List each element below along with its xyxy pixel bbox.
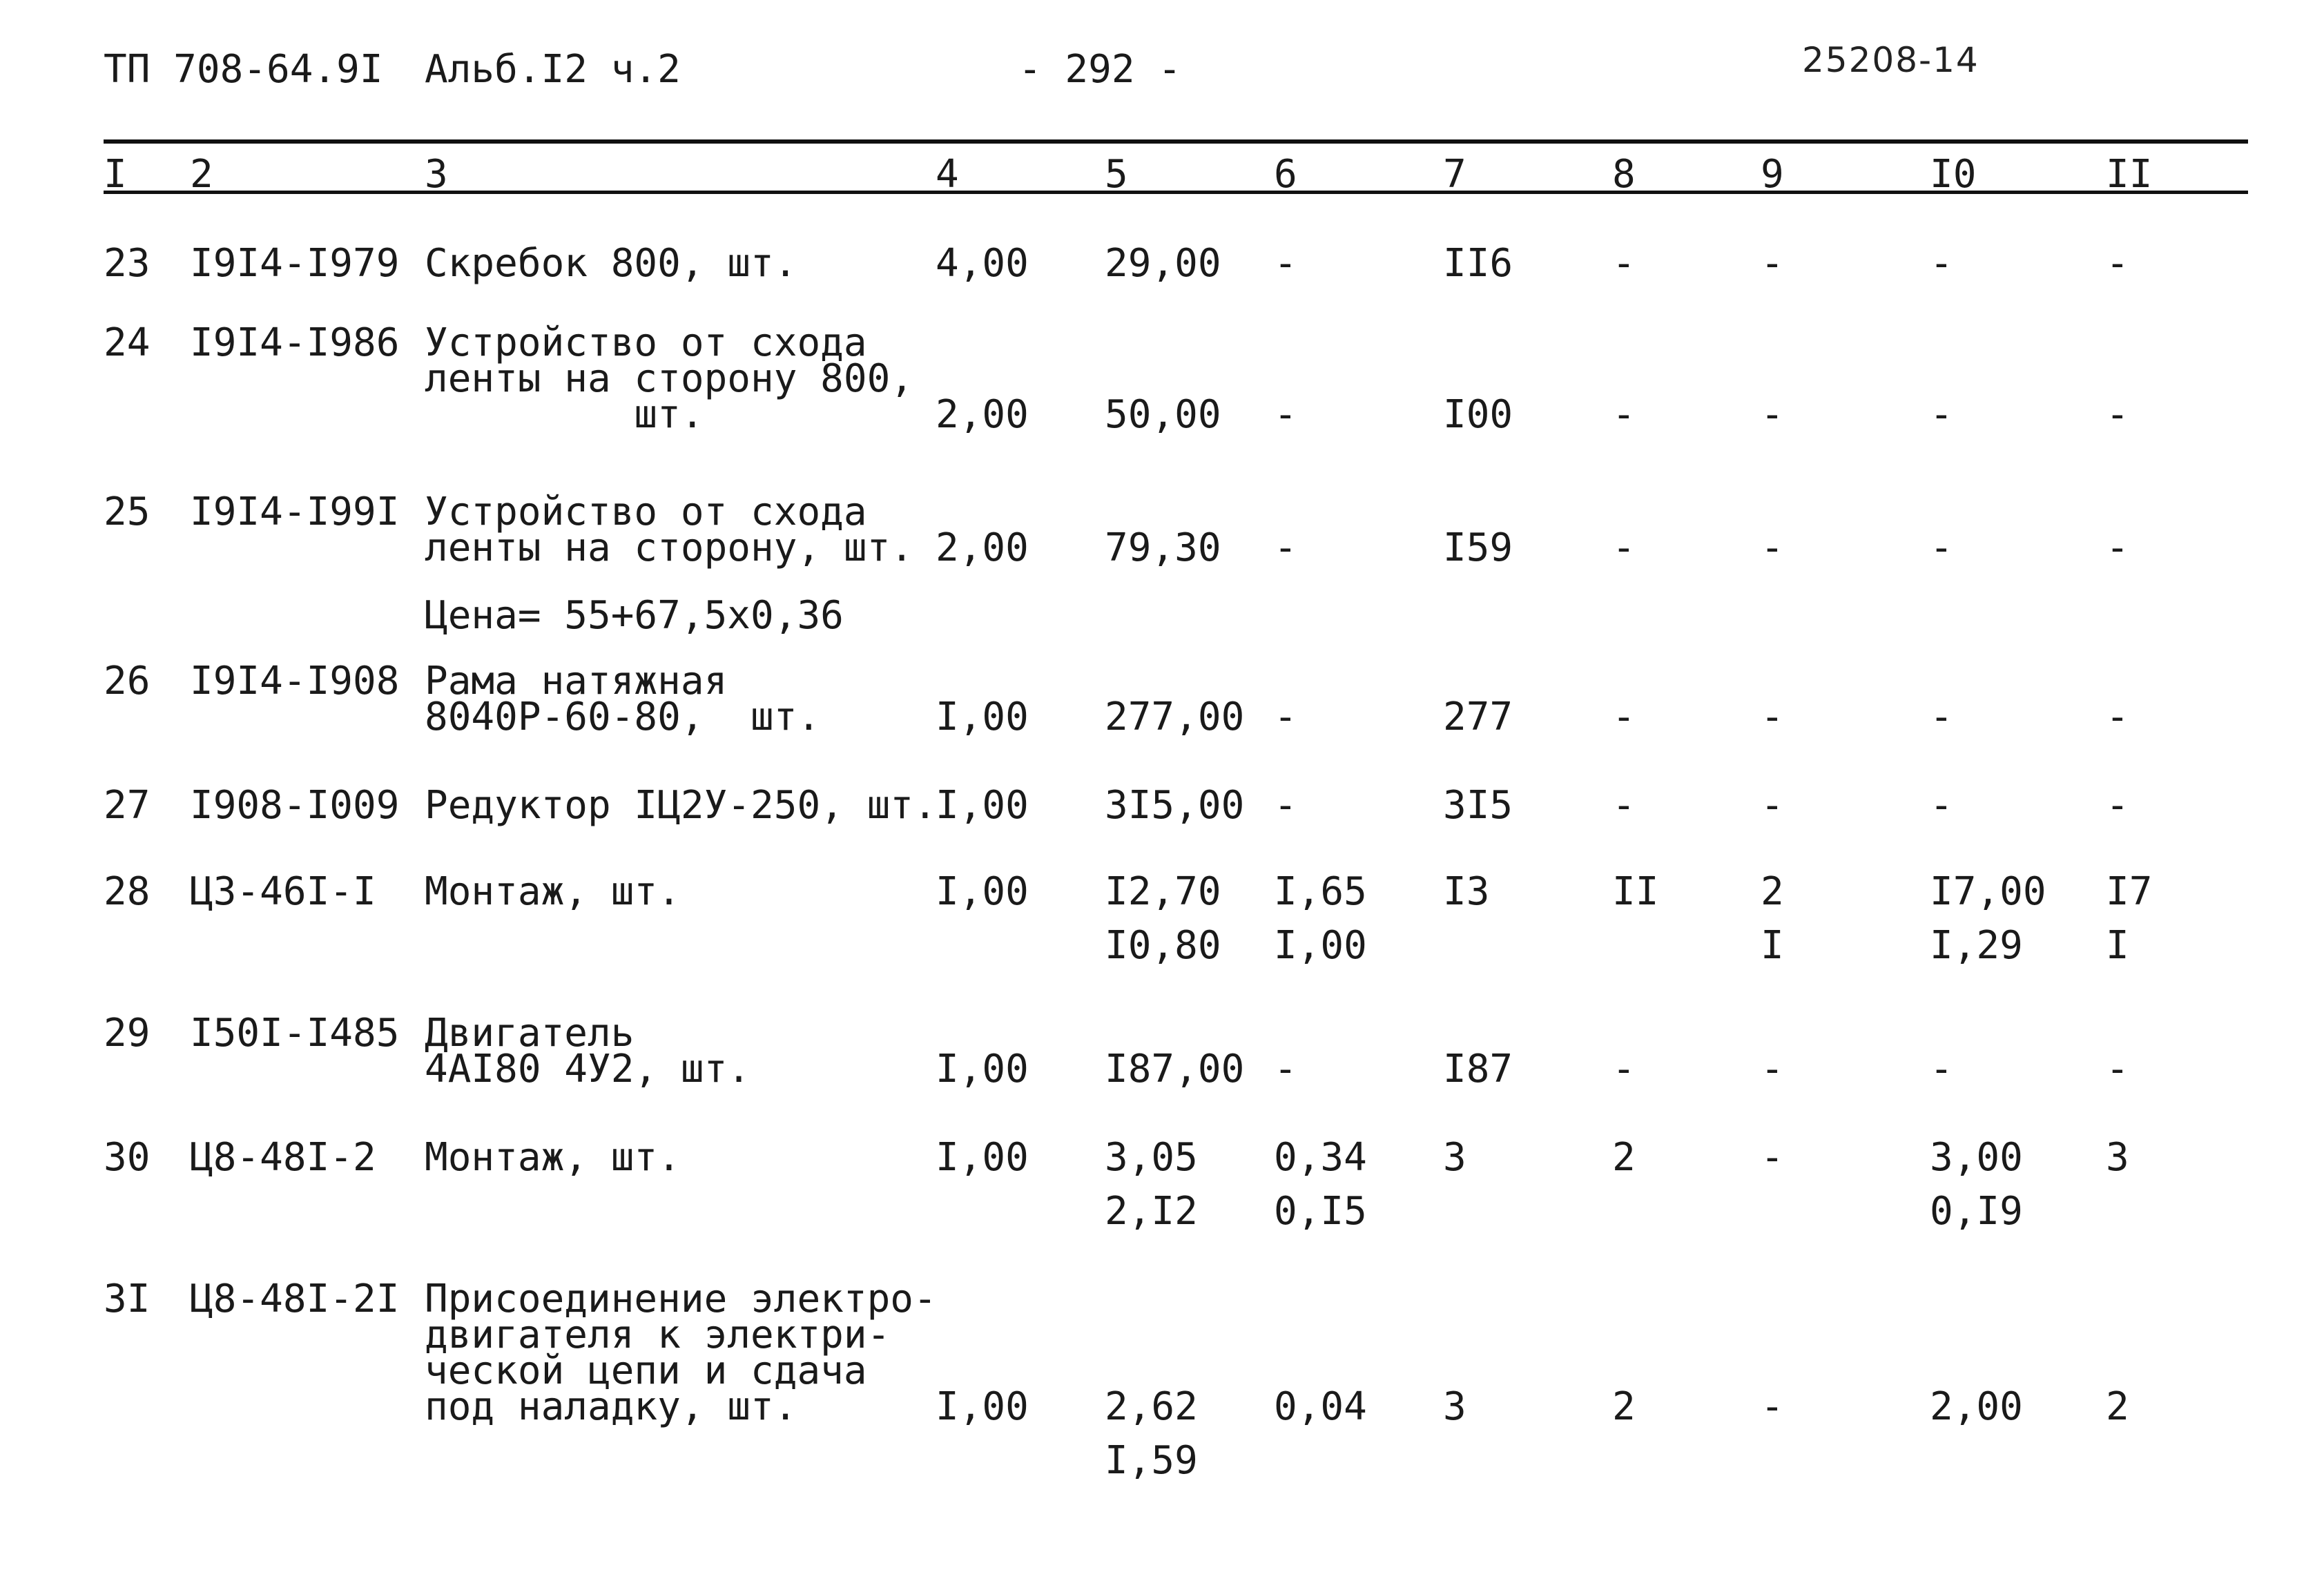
row-value-c11: - — [2106, 241, 2129, 286]
row-value-c9: - — [1761, 695, 1784, 739]
header-top-rule — [104, 139, 2248, 144]
row-value-c7: I87 — [1443, 1047, 1513, 1092]
row-name-line: шт. — [425, 392, 704, 437]
row-number: 25 — [104, 489, 151, 534]
row-value-c9: 2 — [1761, 869, 1784, 914]
row-code: Ц8-48I-2I — [190, 1277, 400, 1321]
row-value-c5: I2,70 — [1105, 869, 1221, 914]
row-name-line: двигателя к электри- — [425, 1312, 891, 1357]
row-value-c10: - — [1930, 783, 1953, 828]
row-value-c5: 3I5,00 — [1105, 783, 1245, 828]
row-value-c5: 2,62 — [1105, 1384, 1198, 1429]
row-quantity: I,00 — [936, 695, 1029, 739]
row-value-c10: I,29 — [1930, 923, 2023, 968]
column-header: 7 — [1443, 152, 1466, 197]
row-value-c5: 29,00 — [1105, 241, 1221, 286]
page-number: - 292 - — [1018, 47, 1182, 92]
row-value-c10: - — [1930, 241, 1953, 286]
row-name-line: ленты на сторону 800, — [425, 356, 914, 401]
row-value-c11: - — [2106, 695, 2129, 739]
row-name-line: Редуктор IЦ2У-250, шт. — [425, 783, 937, 828]
row-value-c6: - — [1274, 695, 1297, 739]
row-name-line: Устройство от схода — [425, 489, 867, 534]
row-value-c8: 2 — [1612, 1384, 1636, 1429]
column-header: I — [104, 152, 127, 197]
row-value-c8: - — [1612, 392, 1636, 437]
album-label: Альб.I2 ч.2 — [425, 47, 681, 92]
row-value-c11: 2 — [2106, 1384, 2129, 1429]
row-name-line: Присоединение электро- — [425, 1277, 937, 1321]
row-code: I9I4-I979 — [190, 241, 400, 286]
column-header: 8 — [1612, 152, 1636, 197]
row-value-c10: - — [1930, 695, 1953, 739]
row-code: I50I-I485 — [190, 1011, 400, 1056]
row-value-c9: - — [1761, 1047, 1784, 1092]
row-number: 29 — [104, 1011, 151, 1056]
row-value-c7: 3 — [1443, 1135, 1466, 1180]
row-code: Ц3-46I-I — [190, 869, 376, 914]
row-value-c9: - — [1761, 392, 1784, 437]
row-value-c7: I3 — [1443, 869, 1490, 914]
row-value-c10: - — [1930, 1047, 1953, 1092]
row-value-c11: I7 — [2106, 869, 2153, 914]
row-value-c5: 50,00 — [1105, 392, 1221, 437]
row-name-line: ленты на сторону, шт. — [425, 525, 914, 570]
row-value-c10: - — [1930, 525, 1953, 570]
row-number: 24 — [104, 320, 151, 365]
row-name-line: Скребок 800, шт. — [425, 241, 797, 286]
column-header: 3 — [425, 152, 448, 197]
row-name-line: Рама натяжная — [425, 659, 728, 704]
row-value-c11: - — [2106, 392, 2129, 437]
row-value-c5: 3,05 — [1105, 1135, 1198, 1180]
row-number: 23 — [104, 241, 151, 286]
row-value-c7: 277 — [1443, 695, 1513, 739]
row-value-c6: 0,04 — [1274, 1384, 1367, 1429]
column-header: II — [2106, 152, 2153, 197]
row-value-c6: 0,I5 — [1274, 1189, 1367, 1234]
row-value-c9: - — [1761, 525, 1784, 570]
row-code: I908-I009 — [190, 783, 400, 828]
row-name-line: Двигатель — [425, 1011, 635, 1056]
row-value-c9: - — [1761, 783, 1784, 828]
row-value-c8: - — [1612, 783, 1636, 828]
row-value-c6: I,00 — [1274, 923, 1367, 968]
row-number: 30 — [104, 1135, 151, 1180]
column-header: 4 — [936, 152, 959, 197]
row-name-line: Монтаж, шт. — [425, 1135, 681, 1180]
row-number: 27 — [104, 783, 151, 828]
row-value-c8: - — [1612, 525, 1636, 570]
row-value-c7: I59 — [1443, 525, 1513, 570]
row-value-c10: 3,00 — [1930, 1135, 2023, 1180]
row-name-line: 4АI80 4У2, шт. — [425, 1047, 751, 1092]
column-header: 2 — [190, 152, 213, 197]
row-price-note: Цена= 55+67,5х0,36 — [425, 593, 844, 638]
row-name-line: Устройство от схода — [425, 320, 867, 365]
row-value-c6: - — [1274, 783, 1297, 828]
row-value-c11: 3 — [2106, 1135, 2129, 1180]
row-value-c8: - — [1612, 695, 1636, 739]
row-value-c11: I — [2106, 923, 2129, 968]
row-value-c7: 3I5 — [1443, 783, 1513, 828]
row-value-c7: II6 — [1443, 241, 1513, 286]
row-code: I9I4-I908 — [190, 659, 400, 704]
row-quantity: I,00 — [936, 1047, 1029, 1092]
row-value-c6: I,65 — [1274, 869, 1367, 914]
row-value-c10: - — [1930, 392, 1953, 437]
row-name-line: под наладку, шт. — [425, 1384, 797, 1429]
row-value-c5: 2,I2 — [1105, 1189, 1198, 1234]
row-value-c5: I,59 — [1105, 1438, 1198, 1483]
row-code: I9I4-I99I — [190, 489, 400, 534]
row-quantity: I,00 — [936, 1384, 1029, 1429]
row-quantity: I,00 — [936, 1135, 1029, 1180]
handwritten-stamp: 25208-14 — [1802, 40, 1979, 80]
column-header: 6 — [1274, 152, 1297, 197]
row-code: Ц8-48I-2 — [190, 1135, 376, 1180]
row-value-c5: I87,00 — [1105, 1047, 1245, 1092]
row-value-c10: 2,00 — [1930, 1384, 2023, 1429]
row-number: 26 — [104, 659, 151, 704]
row-value-c8: 2 — [1612, 1135, 1636, 1180]
row-value-c7: 3 — [1443, 1384, 1466, 1429]
row-value-c6: - — [1274, 1047, 1297, 1092]
row-value-c6: - — [1274, 241, 1297, 286]
document-code: ТП 708-64.9I — [104, 47, 383, 92]
row-value-c9: - — [1761, 241, 1784, 286]
row-value-c8: - — [1612, 1047, 1636, 1092]
row-name-line: 8040Р-60-80, шт. — [425, 695, 821, 739]
row-value-c5: 277,00 — [1105, 695, 1245, 739]
row-quantity: 2,00 — [936, 392, 1029, 437]
row-quantity: 2,00 — [936, 525, 1029, 570]
row-value-c5: I0,80 — [1105, 923, 1221, 968]
row-quantity: I,00 — [936, 869, 1029, 914]
row-value-c6: - — [1274, 392, 1297, 437]
row-value-c10: 0,I9 — [1930, 1189, 2023, 1234]
row-value-c10: I7,00 — [1930, 869, 2046, 914]
row-value-c8: II — [1612, 869, 1659, 914]
row-name-line: Монтаж, шт. — [425, 869, 681, 914]
row-code: I9I4-I986 — [190, 320, 400, 365]
row-value-c9: - — [1761, 1135, 1784, 1180]
row-number: 3I — [104, 1277, 151, 1321]
row-value-c11: - — [2106, 783, 2129, 828]
row-name-line: ческой цепи и сдача — [425, 1348, 867, 1393]
row-number: 28 — [104, 869, 151, 914]
row-value-c9: - — [1761, 1384, 1784, 1429]
column-header: I0 — [1930, 152, 1977, 197]
row-value-c11: - — [2106, 1047, 2129, 1092]
column-header: 5 — [1105, 152, 1128, 197]
row-value-c9: I — [1761, 923, 1784, 968]
row-value-c5: 79,30 — [1105, 525, 1221, 570]
row-value-c8: - — [1612, 241, 1636, 286]
row-quantity: 4,00 — [936, 241, 1029, 286]
row-value-c7: I00 — [1443, 392, 1513, 437]
row-value-c6: 0,34 — [1274, 1135, 1367, 1180]
column-header: 9 — [1761, 152, 1784, 197]
row-value-c6: - — [1274, 525, 1297, 570]
row-quantity: I,00 — [936, 783, 1029, 828]
row-value-c11: - — [2106, 525, 2129, 570]
